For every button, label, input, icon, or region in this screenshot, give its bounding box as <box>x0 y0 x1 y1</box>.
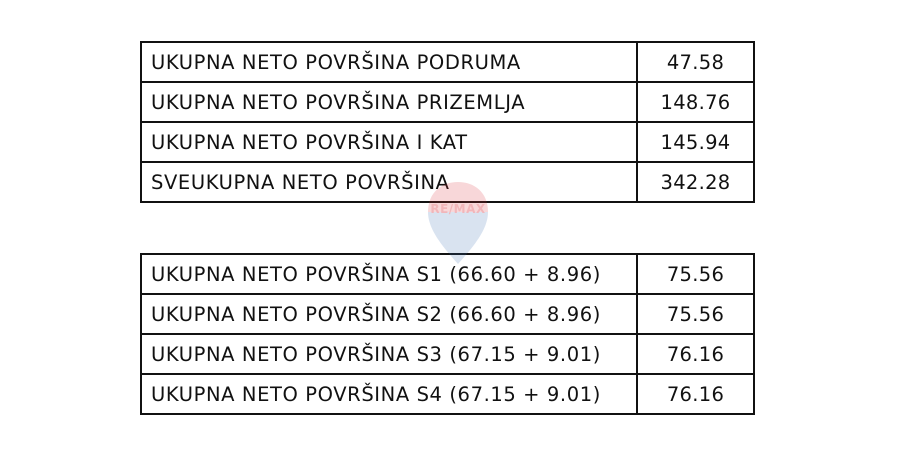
row-value: 145.94 <box>637 122 754 162</box>
row-label: UKUPNA NETO POVRŠINA I KAT <box>141 122 637 162</box>
row-label: UKUPNA NETO POVRŠINA PRIZEMLJA <box>141 82 637 122</box>
table-row <box>141 294 754 334</box>
row-value: 148.76 <box>637 82 754 122</box>
table-row <box>141 42 754 82</box>
row-label: UKUPNA NETO POVRŠINA S3 (67.15 + 9.01) <box>141 334 637 374</box>
row-value: 76.16 <box>637 334 754 374</box>
row-value: 342.28 <box>637 162 754 202</box>
row-label: SVEUKUPNA NETO POVRŠINA <box>141 162 637 202</box>
row-value: 75.56 <box>637 254 754 294</box>
row-label: UKUPNA NETO POVRŠINA S1 (66.60 + 8.96) <box>141 254 637 294</box>
unit-area-table <box>140 253 755 415</box>
balloon-icon <box>422 178 494 270</box>
row-label: UKUPNA NETO POVRŠINA PODRUMA <box>141 42 637 82</box>
row-label: UKUPNA NETO POVRŠINA S2 (66.60 + 8.96) <box>141 294 637 334</box>
table-row <box>141 122 754 162</box>
row-value: 47.58 <box>637 42 754 82</box>
table-row <box>141 374 754 414</box>
watermark-text: RE/MAX <box>430 202 486 216</box>
row-value: 76.16 <box>637 374 754 414</box>
row-label: UKUPNA NETO POVRŠINA S4 (67.15 + 9.01) <box>141 374 637 414</box>
row-value: 75.56 <box>637 294 754 334</box>
table-row <box>141 82 754 122</box>
remax-watermark-logo <box>422 178 494 270</box>
table-row <box>141 334 754 374</box>
